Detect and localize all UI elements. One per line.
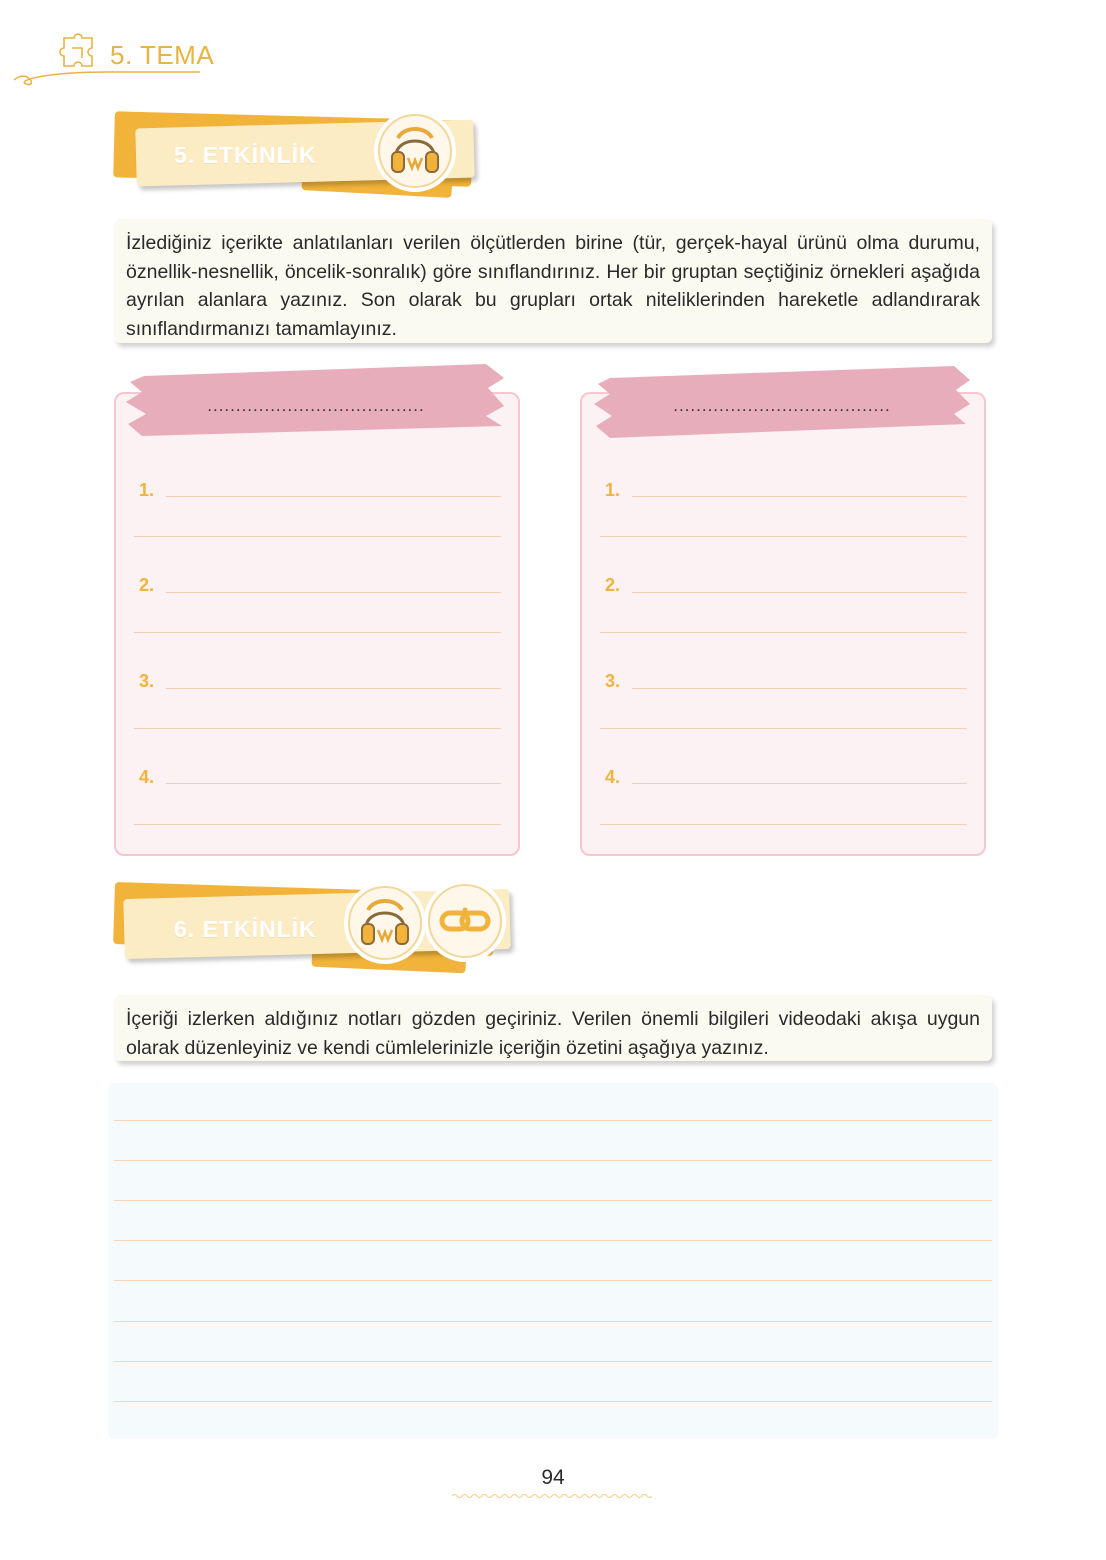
puzzle-icon — [60, 34, 92, 66]
answer-line[interactable] — [134, 632, 501, 633]
page-number: 94 — [541, 1466, 565, 1489]
summary-writing-area[interactable] — [108, 1083, 998, 1439]
activity5-banner — [112, 110, 492, 204]
answer-line[interactable] — [166, 592, 501, 593]
item-number: 2. — [605, 575, 621, 595]
group-name-placeholder-1[interactable]: ...................................... — [207, 396, 425, 415]
activity5-icon-circle — [378, 114, 452, 188]
group-heading-2 — [592, 362, 972, 442]
group-panel-2 — [580, 392, 986, 856]
page-number-underline — [452, 1493, 652, 1499]
answer-line[interactable] — [134, 728, 501, 729]
answer-line[interactable] — [632, 783, 967, 784]
item-number: 4. — [605, 767, 621, 787]
writing-line[interactable] — [114, 1361, 992, 1362]
answer-line[interactable] — [600, 632, 967, 633]
group-panel-1 — [114, 392, 520, 856]
activity5-instruction — [114, 219, 992, 343]
theme-label: 5. TEMA — [110, 40, 215, 70]
answer-line[interactable] — [632, 592, 967, 593]
item-number: 4. — [139, 767, 155, 787]
item-number: 3. — [139, 671, 155, 691]
headphones-icon — [350, 888, 420, 958]
writing-line[interactable] — [114, 1240, 992, 1241]
answer-line[interactable] — [600, 824, 967, 825]
writing-line[interactable] — [114, 1321, 992, 1322]
headphones-icon — [380, 116, 450, 186]
answer-line[interactable] — [632, 496, 967, 497]
group-name-placeholder-2[interactable]: ...................................... — [673, 396, 891, 415]
writing-line[interactable] — [114, 1280, 992, 1281]
writing-line[interactable] — [114, 1160, 992, 1161]
answer-line[interactable] — [600, 728, 967, 729]
writing-line[interactable] — [114, 1120, 992, 1121]
writing-line[interactable] — [114, 1200, 992, 1201]
group-heading-1 — [126, 362, 506, 442]
activity6-instruction-text: İçeriği izlerken aldığınız notları gözden geçiriniz. Verilen önemli bilgileri videodaki akışa uygun olarak düzenleyiniz ve kendi cümlelerinizle içeriğin özetini aşağıya yazınız. — [126, 1008, 980, 1059]
item-number: 3. — [605, 671, 621, 691]
activity5-title: 5. ETKİNLİK — [174, 142, 317, 168]
activity6-title: 6. ETKİNLİK — [174, 916, 317, 942]
activity6-icon-circle-1 — [348, 886, 422, 960]
answer-line[interactable] — [166, 496, 501, 497]
activity6-instruction — [114, 995, 992, 1061]
activity6-icon-circle-2 — [428, 884, 502, 958]
answer-line[interactable] — [134, 824, 501, 825]
answer-line[interactable] — [166, 688, 501, 689]
item-number: 1. — [605, 480, 621, 500]
activity6-banner — [112, 882, 522, 978]
writing-line[interactable] — [114, 1401, 992, 1402]
answer-line[interactable] — [134, 536, 501, 537]
answer-line[interactable] — [166, 783, 501, 784]
answer-line[interactable] — [632, 688, 967, 689]
activity5-instruction-text: İzlediğiniz içerikte anlatılanları verilen ölçütlerden birine (tür, gerçek-hayal ürünü olma durumu, öznellik-nesnellik, öncelik-sonralık) göre sınıflandırınız. Her bir gruptan seçtiğiniz örnekleri aşağıda ayrılan alanlara yazınız. Son olarak bu grupları ortak niteliklerinden hareketle adlandırarak sınıflandırmanızı tamamlayınız. — [126, 232, 980, 340]
chain-link-icon — [430, 886, 500, 956]
item-number: 1. — [139, 480, 155, 500]
item-number: 2. — [139, 575, 155, 595]
answer-line[interactable] — [600, 536, 967, 537]
